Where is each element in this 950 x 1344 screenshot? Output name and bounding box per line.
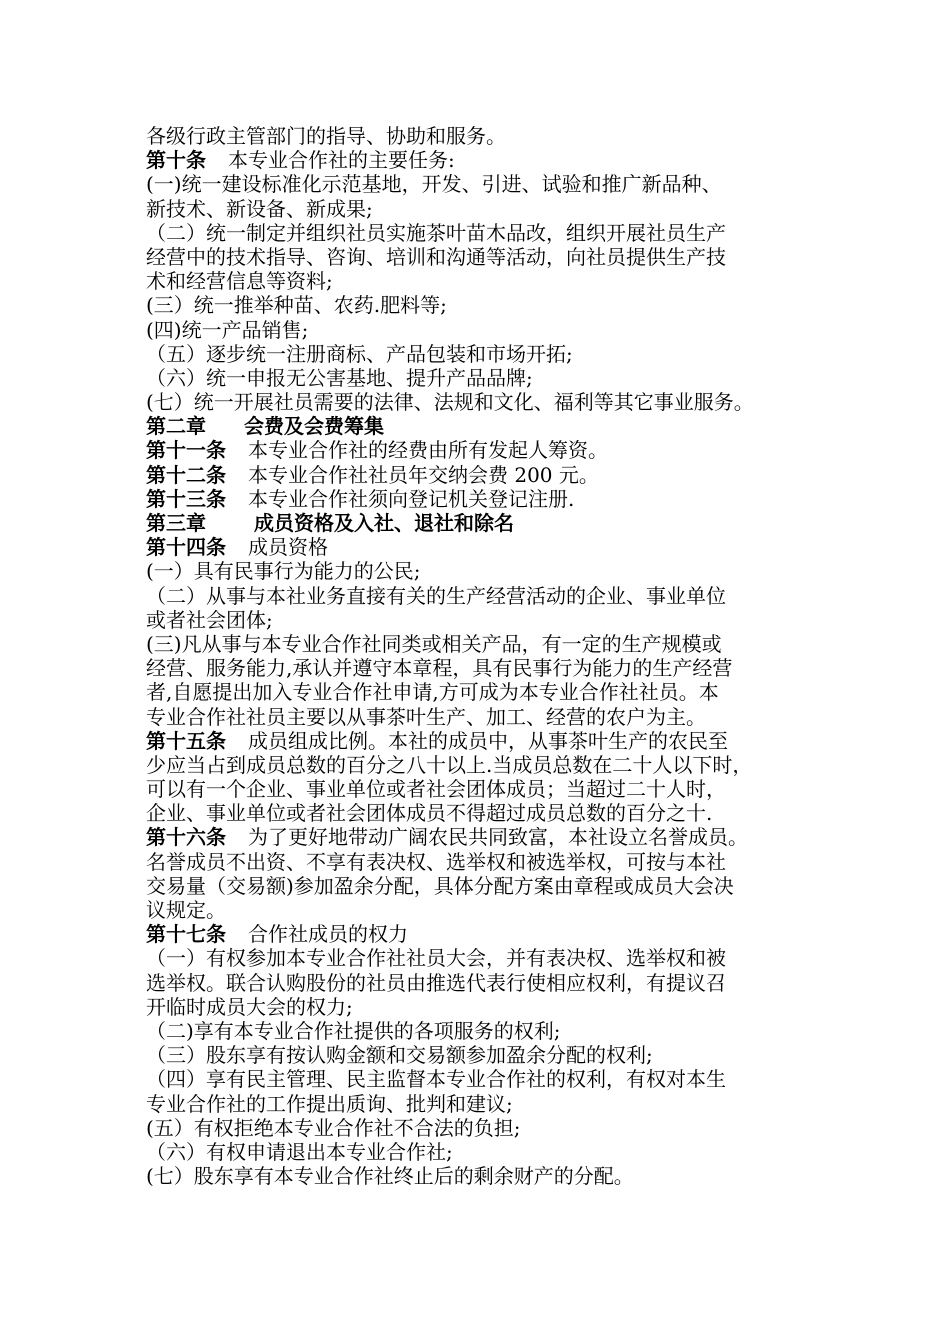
text-line: 术和经营信息等资料; [146, 269, 333, 294]
text-line: 经营中的技术指导、咨询、培训和沟通等活动，向社员提供生产技 [146, 244, 726, 269]
text-line: 各级行政主管部门的指导、协助和服务。 [146, 124, 506, 148]
text-line: 企业、事业单位或者社会团体成员不得超过成员总数的百分之十. [146, 801, 713, 826]
text-line: 或者社会团体; [146, 607, 273, 632]
article-line: 第十一条 本专业合作社的经费由所有发起人筹资。 [146, 438, 608, 463]
text-line: (四)统一产品销售; [146, 317, 309, 342]
article-heading: 第十四条 [146, 535, 226, 560]
article-line: 第十四条 成员资格 [146, 535, 328, 560]
chapter-title: 成员资格及入社、退社和除名 [254, 511, 514, 535]
text-line: （三）股东享有按认购金额和交易额参加盈余分配的权利; [146, 1043, 653, 1068]
article-line: 第十条 本专业合作社的主要任务: [146, 148, 455, 173]
text-line: （四）享有民主管理、民主监督本专业合作社的权利，有权对本生 [146, 1067, 726, 1092]
text-line: (三）统一推举种苗、农药.肥料等; [146, 293, 447, 318]
article-heading: 第十一条 [146, 438, 226, 463]
chapter-line [146, 511, 826, 535]
text-line: （六）统一申报无公害基地、提升产品品牌; [146, 365, 533, 390]
text-line: （五）逐步统一注册商标、产品包装和市场开拓; [146, 341, 573, 366]
text-line: 专业合作社社员主要以从事茶叶生产、加工、经营的农户为主。 [146, 704, 706, 729]
text-line: 经营、服务能力,承认并遵守本章程，具有民事行为能力的生产经营 [146, 656, 733, 681]
text-line: （二）统一制定并组织社员实施茶叶苗木品改，组织开展社员生产 [146, 220, 726, 245]
article-line: 第十六条 为了更好地带动广阔农民共同致富，本社设立名誉成员。 [146, 825, 748, 850]
text-line: （二）从事与本社业务直接有关的生产经营活动的企业、事业单位 [146, 583, 726, 608]
article-line: 第十三条 本专业合作社须向登记机关登记注册. [146, 486, 575, 511]
text-line: （一）有权参加本专业合作社社员大会，并有表决权、选举权和被 [146, 946, 726, 971]
article-heading: 第十六条 [146, 825, 226, 850]
chapter-line [146, 414, 826, 438]
text-line: 专业合作社的工作提出质询、批判和建议; [146, 1091, 513, 1116]
text-line: 议规定。 [146, 898, 226, 922]
text-line: (三)凡从事与本专业合作社同类或相关产品，有一定的生产规模或 [146, 631, 722, 656]
text-line: 新技术、新设备、新成果; [146, 196, 373, 221]
article-line: 第十五条 成员组成比例。本社的成员中，从事茶叶生产的农民至 [146, 728, 728, 753]
article-heading: 第十条 [146, 148, 206, 173]
text-line: 名誉成员不出资、不享有表决权、选举权和被选举权，可按与本社 [146, 849, 726, 874]
text-line: (一)统一建设标准化示范基地，开发、引进、试验和推广新品种、 [146, 172, 722, 197]
chapter-heading: 第三章 [146, 511, 206, 535]
article-heading: 第十五条 [146, 728, 226, 753]
text-line: 选举权。联合认购股份的社员由推选代表行使相应权利，有提议召 [146, 970, 726, 995]
text-line: 者,自愿提出加入专业合作社申请,方可成为本专业合作社社员。本 [146, 680, 719, 705]
text-line: （六）有权申请退出本专业合作社; [146, 1139, 453, 1164]
article-heading: 第十三条 [146, 486, 226, 511]
text-line: （二)享有本专业合作社提供的各项服务的权利; [146, 1018, 561, 1043]
article-heading: 第十七条 [146, 922, 226, 947]
article-line: 第十七条 合作社成员的权力 [146, 922, 408, 947]
text-line: 交易量（交易额)参加盈余分配，具体分配方案由章程或成员大会决 [146, 873, 734, 898]
text-line: (一）具有民事行为能力的公民; [146, 559, 421, 584]
article-heading: 第十二条 [146, 462, 226, 487]
text-line: (七）股东享有本专业合作社终止后的剩余财产的分配。 [146, 1164, 634, 1189]
text-line: (五）有权拒绝本专业合作社不合法的负担; [146, 1115, 521, 1140]
text-line: (七）统一开展社员需要的法律、法规和文化、福利等其它事业服务。 [146, 390, 754, 415]
chapter-title: 会费及会费筹集 [244, 414, 384, 439]
article-line: 第十二条 本专业合作社社员年交纳会费 200 元。 [146, 462, 599, 487]
chapter-heading: 第二章 [146, 414, 206, 439]
text-line: 少应当占到成员总数的百分之八十以上.当成员总数在二十人以下时， [146, 752, 753, 777]
text-line: 开临时成员大会的权力; [146, 994, 353, 1019]
document-body [146, 124, 826, 1188]
text-line: 可以有一个企业、事业单位或者社会团体成员；当超过二十人时， [146, 777, 726, 802]
